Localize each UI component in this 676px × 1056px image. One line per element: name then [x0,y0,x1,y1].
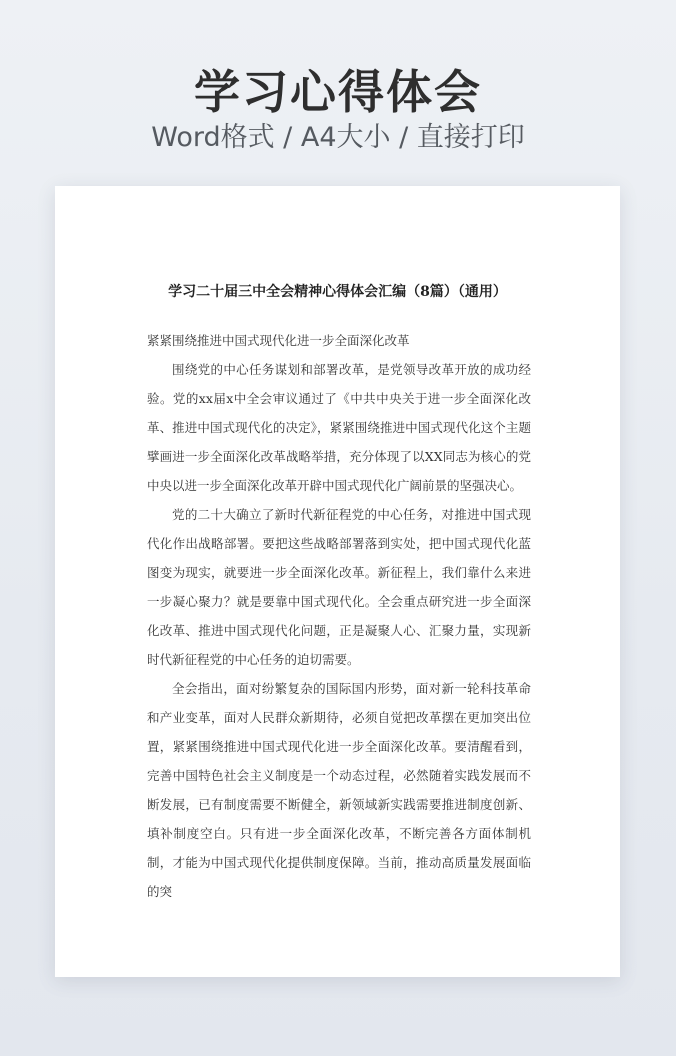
paragraph: 围绕党的中心任务谋划和部署改革，是党领导改革开放的成功经验。党的xx届x中全会审议通过了《中共中央关于进一步全面深化改革、推进中国式现代化的决定》，紧紧围绕推进中国式现代化这个主题擘画进一步全面深化改革战略举措，充分体现了以XX同志为核心的党中央以进一步全面深化改革开辟中国式现代化广阔前景的坚强决心。 [147,362,531,493]
banner-title: 学习心得体会 [194,65,482,119]
banner-subtitle: Word格式 / A4大小 / 直接打印 [151,122,525,153]
section-heading: 紧紧围绕推进中国式现代化进一步全面深化改革 [147,333,410,348]
document-body [147,326,531,906]
paragraph: 全会指出，面对纷繁复杂的国际国内形势，面对新一轮科技革命和产业变革，面对人民群众新期待，必须自觉把改革摆在更加突出位置，紧紧围绕推进中国式现代化进一步全面深化改革。要清醒看到，完善中国特色社会主义制度是一个动态过程，必然随着实践发展而不断发展，已有制度需要不断健全，新领域新实践需要推进制度创新、填补制度空白。只有进一步全面深化改革，不断完善各方面体制机制，才能为中国式现代化提供制度保障。当前，推动高质量发展面临的突 [147,681,531,899]
document-title: 学习二十届三中全会精神心得体会汇编（8篇）（通用） [168,284,507,300]
document-page [55,186,620,977]
paragraph: 党的二十大确立了新时代新征程党的中心任务，对推进中国式现代化作出战略部署。要把这些战略部署落到实处，把中国式现代化蓝图变为现实，就要进一步全面深化改革。新征程上，我们靠什么来进一步凝心聚力？就是要靠中国式现代化。全会重点研究进一步全面深化改革、推进中国式现代化问题，正是凝聚人心、汇聚力量，实现新时代新征程党的中心任务的迫切需要。 [147,507,531,667]
